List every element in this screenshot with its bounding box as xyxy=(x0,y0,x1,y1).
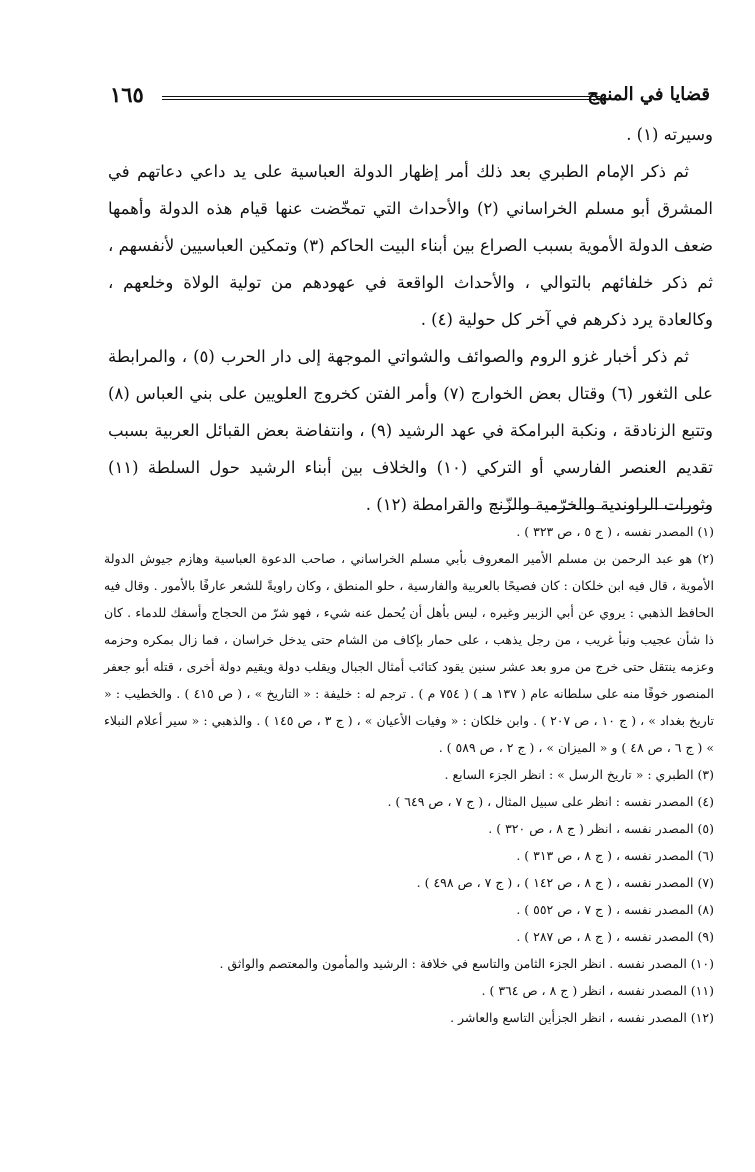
footnote-11: (١١) المصدر نفسه ، انظر ( ج ٨ ، ص ٣٦٤ ) . xyxy=(481,983,714,998)
footnote-7: (٧) المصدر نفسه ، ( ج ٨ ، ص ١٤٢ ) ، ( ج ٧ ، ص ٤٩٨ ) . xyxy=(416,875,714,890)
footnote-9: (٩) المصدر نفسه ، ( ج ٨ ، ص ٢٨٧ ) . xyxy=(516,929,714,944)
main-text xyxy=(108,116,713,523)
page-header xyxy=(110,82,710,108)
footnote-10: (١٠) المصدر نفسه . انظر الجزء الثامن والتاسع في خلافة : الرشيد والمأمون والمعتصم والواثق . xyxy=(219,956,714,971)
paragraph-1: ثم ذكر الإمام الطبري بعد ذلك أمر إظهار الدولة العباسية على يد داعي دعاتهم في المشرق أبو مسلم الخراساني (٢) والأحداث التي تمخّضت عنها قيام هذه الدولة وأهمها ضعف الدولة الأموية بسبب الصراع بين أبناء البيت الحاكم (٣) وتمكين العباسيين لأنفسهم ، ثم ذكر خلفائهم بالتوالي ، والأحداث الواقعة في عهودهم من تولية الولاة وخلعهم ، وكالعادة يرد ذكرهم في آخر كل حولية (٤) . xyxy=(108,162,714,329)
paragraph-continuation: وسيرته (١) . xyxy=(626,125,713,144)
paragraph-2: ثم ذكر أخبار غزو الروم والصوائف والشواتي الموجهة إلى دار الحرب (٥) ، والمرابطة على الثغور (٦) وقتال بعض الخوارج (٧) وأمر الفتن كخروج العلويين على بني العباس (٨) وتتبع الزنادقة ، ونكبة البرامكة في عهد الرشيد (٩) ، وانتفاضة بعض القبائل العربية بسبب تقديم العنصر الفارسي أو التركي (١٠) والخلاف بين أبناء الرشيد حول السلطة (١١) وثورات الراوندية والخرّمية والزّنج والقرامطة (١٢) . xyxy=(108,347,713,514)
footnote-2: (٢) هو عبد الرحمن بن مسلم الأمير المعروف بأبي مسلم الخراساني ، صاحب الدعوة العباسية وهازم جيوش الدولة الأموية ، قال فيه ابن خلكان : كان فصيحًا بالعربية والفارسية ، حلو المنطق ، وكان راويةً للشعر عارفًا بالأمور . وقال فيه الحافظ الذهبي : يروي عن أبي الزبير وغيره ، ليس بأهل أن يُحمل عنه شيء ، فهو شرّ من الحجاج وأسفك للدماء . كان ذا شأن عجيب ونبأ غريب ، من رجل يذهب ، على حمار بإكاف من الشام حتى يدخل خراسان ، فما زال بمكره وحزمه وعزمه ينتقل حتى خرج من مرو بعد عشر سنين يقود كتائب أمثال الجبال ويقلب دولة ويقيم دولة أخرى ، قتله أبو جعفر المنصور خوفًا منه على سلطانه عام ( ١٣٧ هـ ) ( ٧٥٤ م ) . ترجم له : خليفة : « التاريخ » ، ( ص ٤١٥ ) . والخطيب : « تاريخ بغداد » ، ( ج ١٠ ، ص ٢٠٧ ) . وابن خلكان : « وفيات الأعيان » ، ( ج ٣ ، ص ١٤٥ ) . والذهبي : « سير أعلام النبلاء » ( ج ٦ ، ص ٤٨ ) و « الميزان » ، ( ج ٢ ، ص ٥٨٩ ) . xyxy=(104,551,715,755)
footnote-separator xyxy=(491,508,711,509)
footnote-4: (٤) المصدر نفسه : انظر على سبيل المثال ، ( ج ٧ ، ص ٦٤٩ ) . xyxy=(387,794,714,809)
footnote-1: (١) المصدر نفسه ، ( ج ٥ ، ص ٣٢٣ ) . xyxy=(516,524,714,539)
footnote-12: (١٢) المصدر نفسه ، انظر الجزأين التاسع والعاشر . xyxy=(450,1010,714,1025)
footnote-8: (٨) المصدر نفسه ، ( ج ٧ ، ص ٥٥٢ ) . xyxy=(516,902,714,917)
footnotes xyxy=(104,518,714,1031)
page-number: ١٦٥ xyxy=(110,82,144,107)
footnote-5: (٥) المصدر نفسه ، انظر ( ج ٨ ، ص ٣٢٠ ) . xyxy=(488,821,714,836)
header-rule xyxy=(162,96,600,100)
footnote-3: (٣) الطبري : « تاريخ الرسل » : انظر الجزء السابع . xyxy=(444,767,714,782)
running-title: قضايا في المنهج xyxy=(587,84,710,105)
footnote-6: (٦) المصدر نفسه ، ( ج ٨ ، ص ٣١٣ ) . xyxy=(516,848,714,863)
